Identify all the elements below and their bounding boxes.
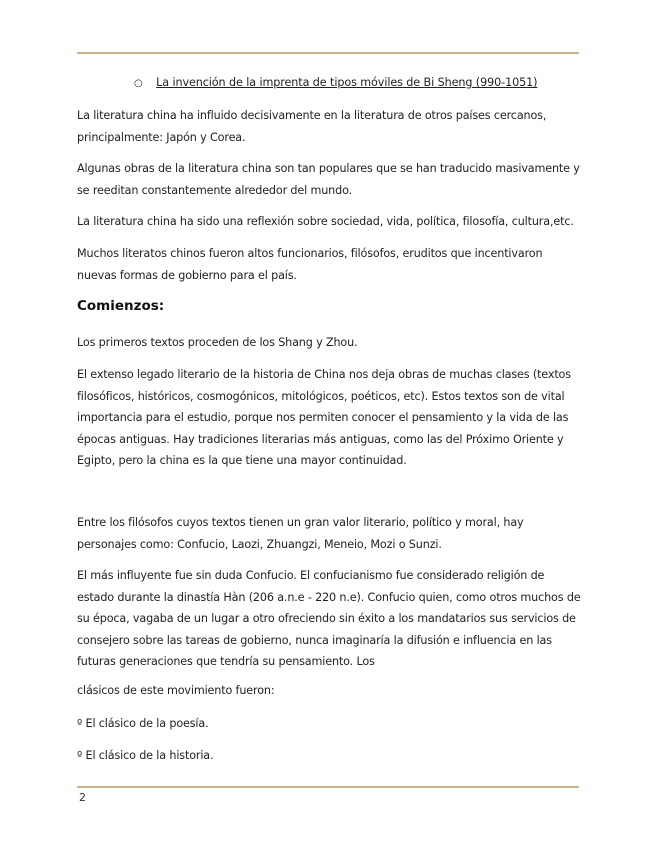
circle-bullet-icon: ○ [134, 78, 143, 89]
paragraph-legacy: El extenso legado literario de la historia de China nos deja obras de muchas clases (textos filosóficos, históricos, cosmogónicos, mitológicos, poéticos, etc). Estos textos son de vital importancia para el estudio, porque nos permiten conocer el pensamiento y la vida de las épocas antiguas. Hay tradiciones literarias más antiguas, como las del Próximo Oriente y Egipto, pero la china es la que tiene una mayor continuidad. [77, 368, 571, 467]
paragraph-classics-intro: clásicos de este movimiento fueron: [77, 684, 275, 697]
bullet-item [134, 76, 537, 89]
paragraph-confucius: El más influyente fue sin duda Confucio. El confucianismo fue considerado religión de estado durante la dinastía Hàn (206 a.n.e - 220 n.e). Confucio quien, como otros muchos de su época, vagaba de un lugar a otro ofreciendo sin éxito a los mandatarios sus servicios de consejero sobre las tareas de gobierno, nunca imaginaría la difusión e influencia en las futuras generaciones que tendría su pensamiento. Los [77, 569, 581, 668]
list-item-history: º El clásico de la historia. [77, 749, 214, 762]
bullet-link-text[interactable]: La invención de la imprenta de tipos móviles de Bi Sheng (990-1051) [156, 76, 538, 89]
page-number: 2 [79, 791, 86, 804]
paragraph-philosophers: Entre los filósofos cuyos textos tienen un gran valor literario, político y moral, hay personajes como: Confucio, Laozi, Zhuangzi, Meneio, Mozi o Sunzi. [77, 516, 524, 551]
paragraph-first-texts: Los primeros textos proceden de los Shang y Zhou. [77, 336, 358, 349]
paragraph-popular-works: Algunas obras de la literatura china son tan populares que se han traducido masivamente y se reeditan constantemente alrededor del mundo. [77, 162, 580, 197]
list-item-poetry: º El clásico de la poesía. [77, 717, 209, 730]
paragraph-reflection: La literatura china ha sido una reflexión sobre sociedad, vida, política, filosofía, cultura,etc. [77, 215, 574, 228]
section-heading: Comienzos: [77, 298, 165, 314]
paragraph-influence: La literatura china ha influido decisivamente en la literatura de otros países cercanos, principalmente: Japón y Corea. [77, 109, 547, 144]
header-rule [77, 52, 579, 54]
paragraph-literati: Muchos literatos chinos fueron altos funcionarios, filósofos, eruditos que incentivaron nuevas formas de gobierno para el país. [77, 247, 543, 282]
footer-rule [77, 786, 579, 788]
